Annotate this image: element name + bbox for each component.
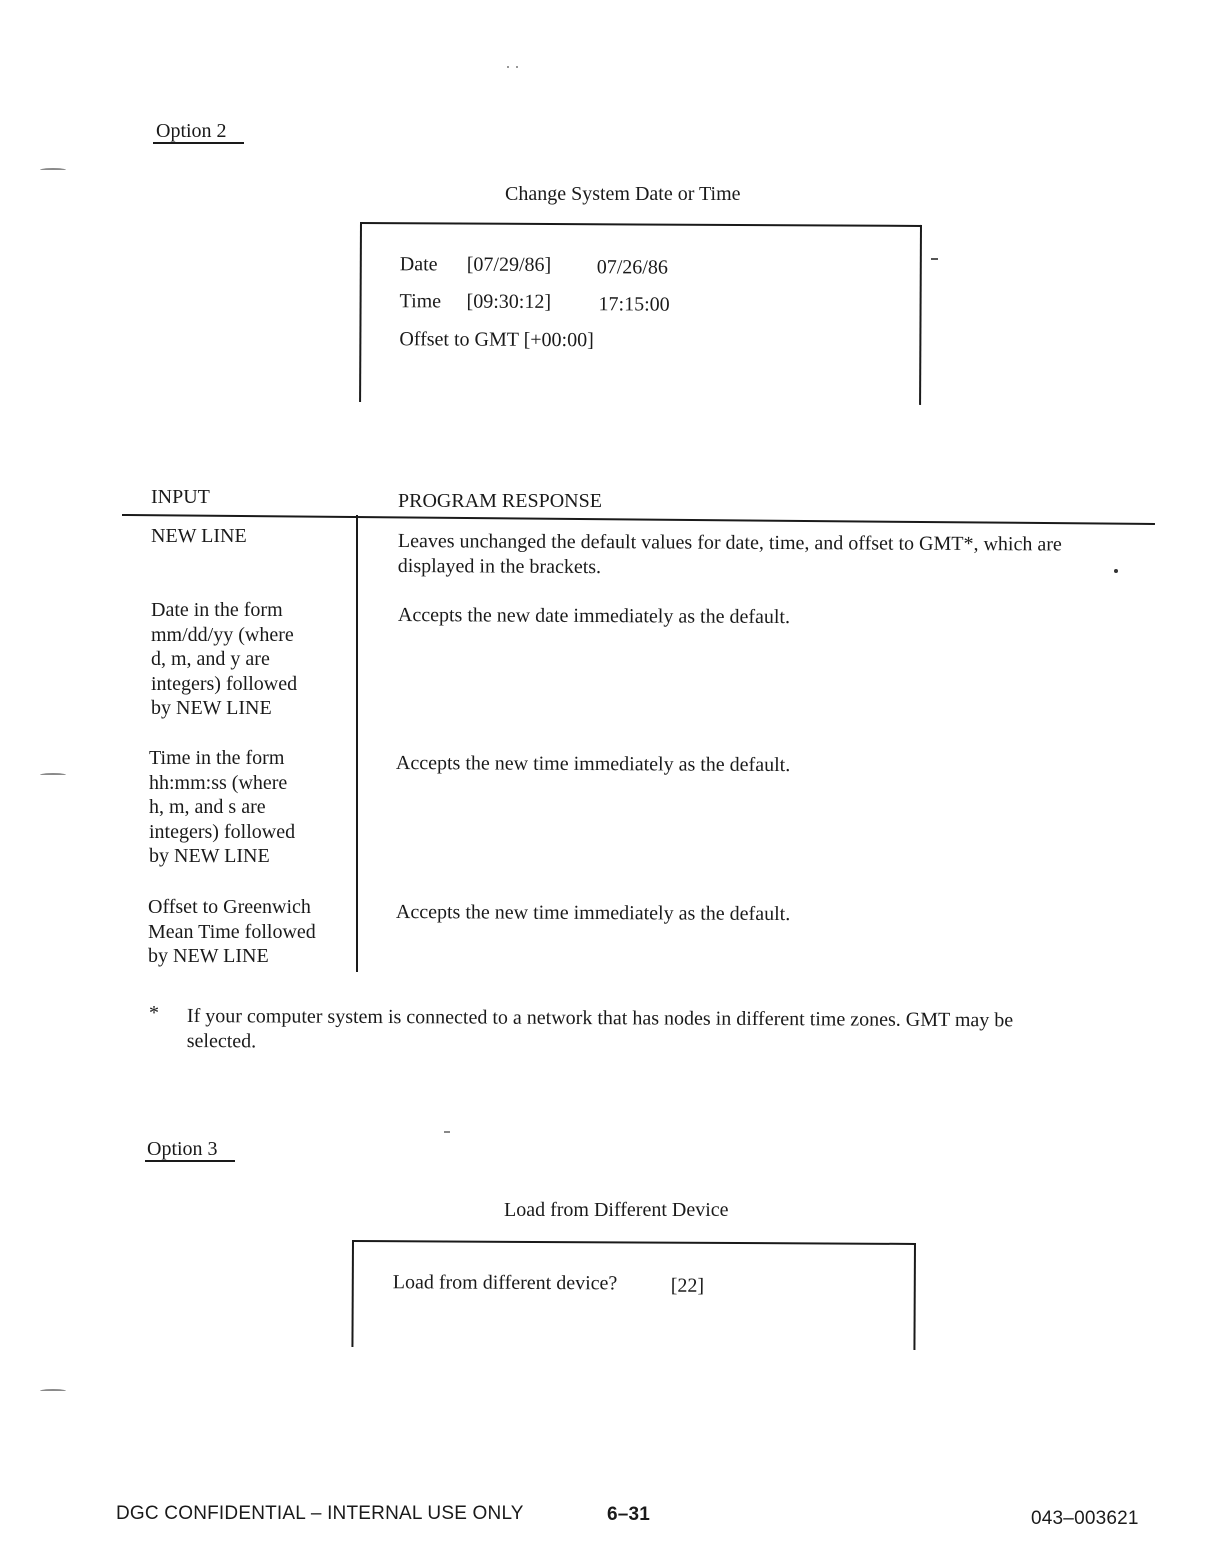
offset-line: Offset to GMT [+00:00] (399, 328, 594, 352)
time-input-value: 17:15:00 (598, 293, 670, 316)
footer-page-number: 6–31 (607, 1504, 651, 1525)
table-row-4-response: Accepts the new time immediately as the default. (395, 901, 791, 926)
option2-heading-underline (153, 142, 244, 144)
option2-screen-box (359, 222, 922, 405)
table-row-4-input: Offset to Greenwich Mean Time followed by NEW LINE (148, 896, 316, 968)
input-column-header: INPUT (151, 486, 210, 508)
option3-heading: Option 3 (147, 1138, 218, 1160)
option3-heading-underline (145, 1160, 235, 1162)
date-label: Date (399, 253, 438, 276)
footer-confidential: DGC CONFIDENTIAL – INTERNAL USE ONLY (116, 1503, 524, 1524)
table-row-1-response: Leaves unchanged the default values for date, time, and offset to GMT*, which are displayed in the brackets. (397, 530, 1062, 578)
stray-mark (444, 1131, 450, 1133)
scan-speck (516, 66, 518, 68)
response-column-header: PROGRAM RESPONSE (398, 490, 602, 512)
date-default-value: [07/29/86] (466, 253, 552, 277)
footer-document-number: 043–003621 (1031, 1508, 1139, 1529)
load-device-default: [22] (670, 1274, 705, 1297)
time-label: Time (399, 290, 442, 313)
table-column-divider (356, 515, 358, 972)
scan-speck (507, 66, 509, 68)
option2-heading: Option 2 (156, 120, 227, 142)
option3-screen-title: Load from Different Device (504, 1199, 729, 1221)
table-row-2-input: Date in the form mm/dd/yy (where d, m, and y are integers) followed by NEW LINE (151, 599, 298, 720)
margin-mark (40, 1389, 66, 1393)
time-default-value: [09:30:12] (466, 290, 552, 314)
table-row-2-response: Accepts the new date immediately as the default. (397, 604, 791, 629)
table-row-3-input: Time in the form hh:mm:ss (where h, m, and s are integers) followed by NEW LINE (149, 747, 296, 868)
margin-mark (40, 168, 66, 172)
footnote-text: If your computer system is connected to a network that has nodes in different time zones. GMT may be selected. (186, 1005, 1014, 1053)
date-input-value: 07/26/86 (596, 256, 668, 279)
stray-mark (931, 258, 938, 260)
table-row-3-response: Accepts the new time immediately as the default. (395, 752, 791, 777)
load-device-prompt: Load from different device? (392, 1271, 618, 1295)
margin-mark (40, 773, 66, 777)
table-row-1-input: NEW LINE (151, 525, 247, 547)
option3-screen-box (351, 1240, 916, 1350)
stray-dot (1114, 569, 1118, 573)
option2-screen-title: Change System Date or Time (505, 183, 741, 205)
footnote-marker: * (149, 1002, 159, 1024)
